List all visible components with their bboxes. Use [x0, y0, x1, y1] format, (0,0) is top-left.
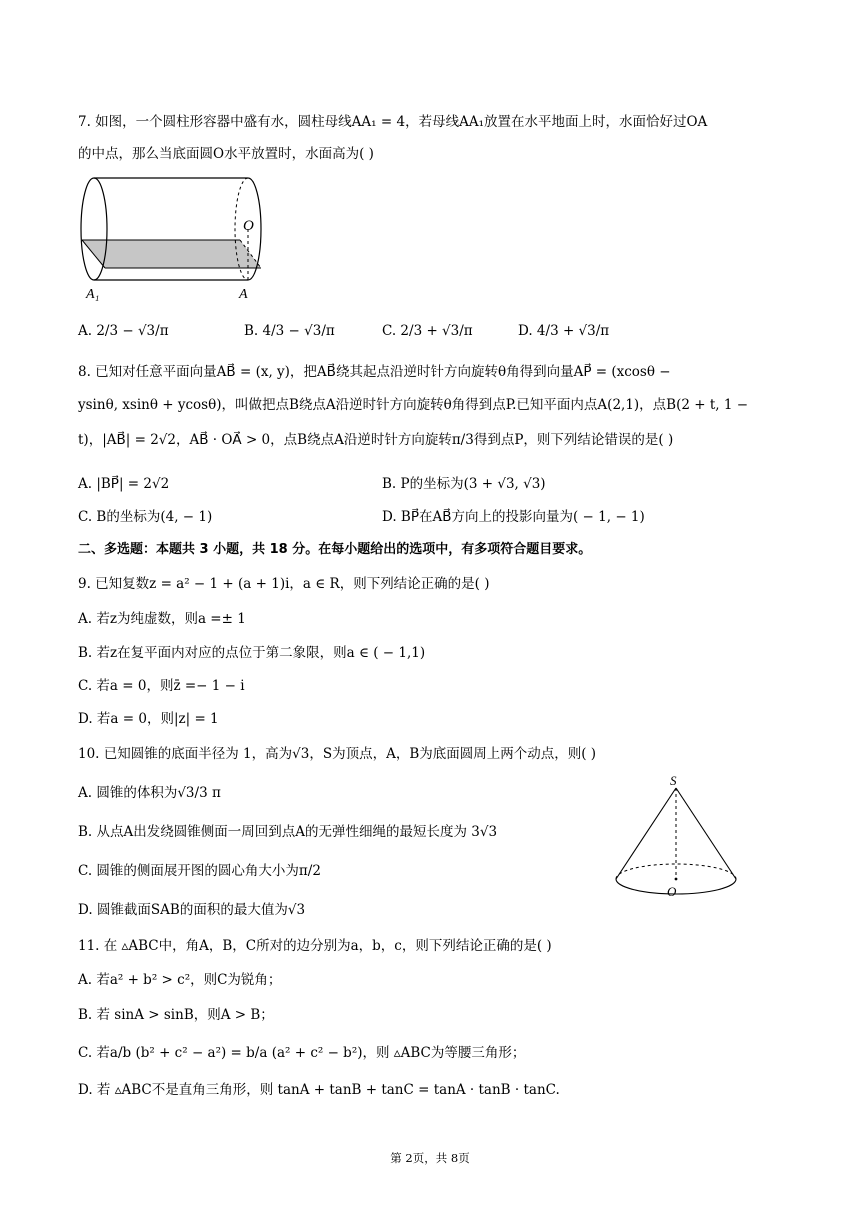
q7-option-a: A. 2/3 − √3/π: [78, 323, 169, 339]
q9-option-c: C. 若a = 0，则z̄ =− 1 − i: [78, 678, 245, 694]
q7-line-1: 7. 如图，一个圆柱形容器中盛有水，圆柱母线AA₁ = 4，若母线AA₁放置在水平地面上时，水面恰好过OA: [78, 114, 708, 130]
q10-stem: 10. 已知圆锥的底面半径为 1，高为√3，S为顶点，A，B为底面圆周上两个动点，则( ): [78, 746, 597, 762]
cone-figure: [608, 772, 748, 907]
q11-option-d: D. 若 ▵ABC不是直角三角形，则 tanA + tanB + tanC = tanA · tanB · tanC.: [78, 1082, 560, 1098]
q8-option-a: A. |BP⃗| = 2√2: [78, 476, 170, 492]
q8-line-1: 8. 已知对任意平面向量AB⃗ = (x, y)，把AB⃗绕其起点沿逆时针方向旋转θ角得到向量AP⃗ = (xcosθ −: [78, 364, 671, 380]
q8-line-3: t)，|AB⃗| = 2√2，AB⃗ · OA⃗ > 0，点B绕点A沿逆时针方向旋转π/3得到点P，则下列结论错误的是( ): [78, 432, 674, 448]
q11-stem: 11. 在 ▵ABC中，角A，B，C所对的边分别为a，b，c，则下列结论正确的是( ): [78, 938, 552, 954]
q10-option-a: A. 圆锥的体积为√3/3 π: [78, 785, 221, 801]
q11-option-a: A. 若a² + b² > c²，则C为锐角；: [78, 972, 282, 988]
q7-option-d: D. 4/3 + √3/π: [518, 323, 610, 339]
q9-option-d: D. 若a = 0，则|z| = 1: [78, 711, 219, 727]
q8-option-c: C. B的坐标为(4, − 1): [78, 509, 213, 525]
label-s: S: [670, 773, 677, 788]
page-footer: 第 2页，共 8页: [390, 1151, 470, 1165]
q10-option-d: D. 圆锥截面SAB的面积的最大值为√3: [78, 902, 306, 918]
q8-line-2: ysinθ, xsinθ + ycosθ)，叫做把点B绕点A沿逆时针方向旋转θ角得到点P.已知平面内点A(2,1)，点B(2 + t, 1 −: [78, 397, 749, 413]
q8-option-b: B. P的坐标为(3 + √3, √3): [382, 476, 546, 492]
section-heading-multiple-choice: 二、多选题：本题共 3 小题，共 18 分。在每小题给出的选项中，有多项符合题目要求。: [78, 542, 592, 557]
q9-option-b: B. 若z在复平面内对应的点位于第二象限，则a ∈ ( − 1,1): [78, 645, 426, 661]
q10-option-b: B. 从点A出发绕圆锥侧面一周回到点A的无弹性细绳的最短长度为 3√3: [78, 824, 498, 840]
left-base-ellipse: [81, 178, 107, 280]
q11-option-b: B. 若 sinA > sinB，则A > B；: [78, 1007, 274, 1023]
q10-option-c: C. 圆锥的侧面展开图的圆心角大小为π/2: [78, 863, 321, 879]
q7-line-2: 的中点，那么当底面圆O水平放置时，水面高为( ): [78, 146, 374, 162]
cylinder-figure: [78, 172, 278, 304]
label-o: O: [243, 218, 254, 234]
q9-option-a: A. 若z为纯虚数，则a =± 1: [78, 611, 246, 627]
label-a: A: [239, 287, 248, 302]
q11-option-c: C. 若a/b (b² + c² − a²) = b/a (a² + c² − b²)，则 ▵ABC为等腰三角形；: [78, 1045, 526, 1061]
label-o-cone: O: [667, 884, 677, 899]
q7-option-c: C. 2/3 + √3/π: [382, 323, 473, 339]
q9-stem: 9. 已知复数z = a² − 1 + (a + 1)i，a ∈ R，则下列结论正确的是( ): [78, 576, 490, 592]
water-region: [82, 240, 261, 268]
q8-option-d: D. BP⃗在AB⃗方向上的投影向量为( − 1, − 1): [382, 509, 645, 525]
label-a1: A₁: [86, 287, 100, 302]
q7-option-b: B. 4/3 − √3/π: [244, 323, 335, 339]
